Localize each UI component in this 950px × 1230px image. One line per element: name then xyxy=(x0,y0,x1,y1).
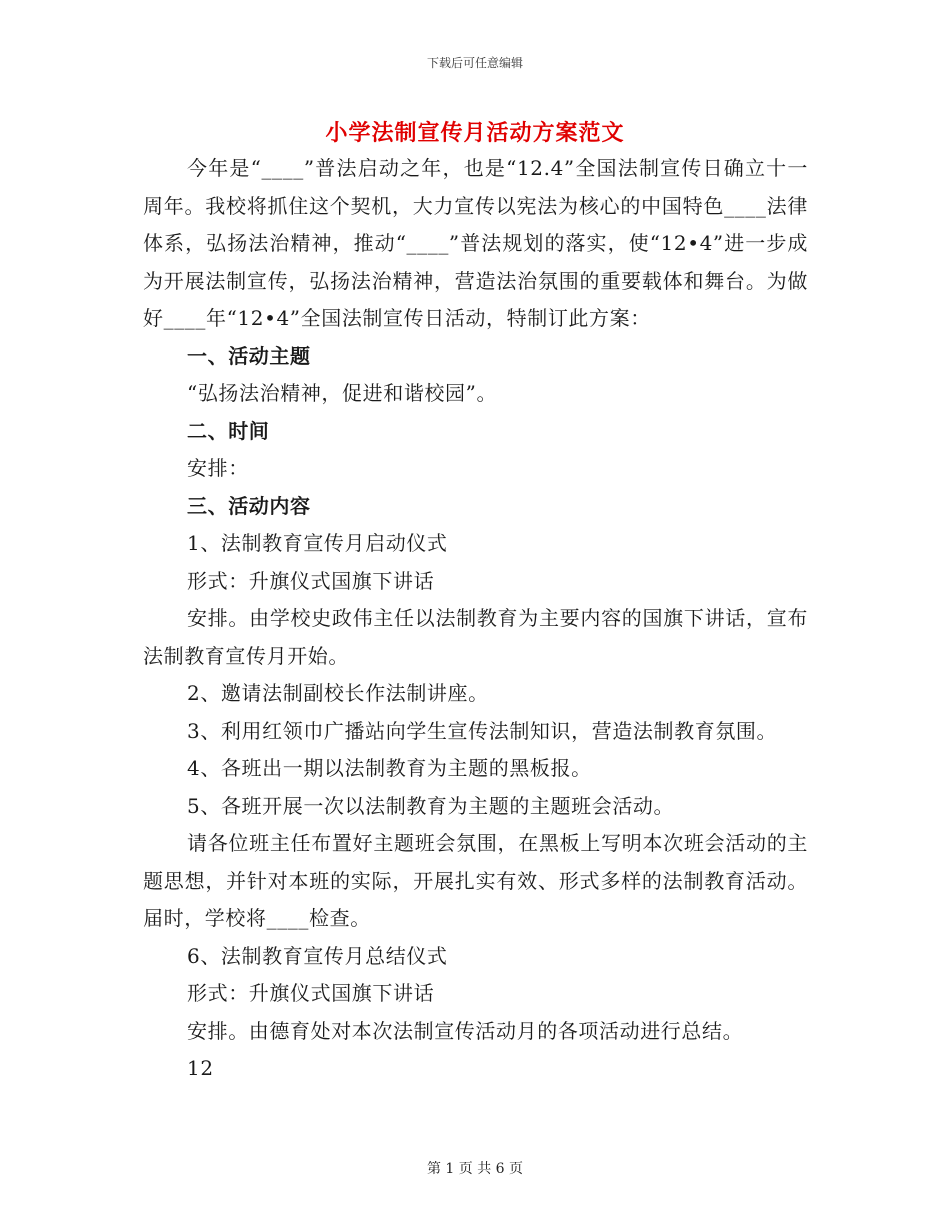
section-heading-time: 二、时间 xyxy=(187,418,270,443)
header-note: 下载后可任意编辑 xyxy=(426,56,523,70)
document-body xyxy=(143,150,808,1088)
list-item-4: 4、各班出一期以法制教育为主题的黑板报。 xyxy=(187,756,592,780)
list-item-6-form: 形式：升旗仪式国旗下讲话 xyxy=(187,981,435,1005)
list-item-3: 3、利用红领巾广播站向学生宣传法制知识，营造法制教育氛围。 xyxy=(187,718,778,743)
time-arrangement: 安排： xyxy=(187,456,249,480)
list-item-5-detail: 请各位班主任布置好主题班会氛围，在黑板上写明本次班会活动的主题思想，并针对本班的实际，开展扎实有效、形式多样的法制教育活动。届时，学校将____检查。 xyxy=(143,831,808,930)
trailing-text: 12 xyxy=(187,1056,214,1080)
list-item-1-form: 形式：升旗仪式国旗下讲话 xyxy=(187,568,435,593)
page-footer: 第 1 页 共 6 页 xyxy=(426,1161,524,1177)
section-heading-content: 三、活动内容 xyxy=(187,493,311,518)
list-item-6-arrangement: 安排。由德育处对本次法制宣传活动月的各项活动进行总结。 xyxy=(187,1018,744,1043)
list-item-1-arrangement: 安排。由学校史政伟主任以法制教育为主要内容的国旗下讲话，宣布法制教育宣传月开始。 xyxy=(143,606,808,668)
list-item-2: 2、邀请法制副校长作法制讲座。 xyxy=(187,681,489,705)
list-item-5: 5、各班开展一次以法制教育为主题的主题班会活动。 xyxy=(187,793,675,818)
document-title: 小学法制宣传月活动方案范文 xyxy=(325,121,625,146)
list-item-6: 6、法制教育宣传月总结仪式 xyxy=(187,943,448,968)
section-heading-theme: 一、活动主题 xyxy=(187,343,311,368)
intro-paragraph: 今年是“____”普法启动之年，也是“12.4”全国法制宣传日确立十一周年。我校将抓住这个契机，大力宣传以宪法为核心的中国特色____法律体系，弘扬法治精神，推动“____”普法规划的落实，使“12•4”进一步成为开展法制宣传，弘扬法治精神，营造法治氛围的重要载体和舞台。为做好____年“12•4”全国法制宣传日活动，特制订此方案： xyxy=(143,156,808,330)
list-item-1: 1、法制教育宣传月启动仪式 xyxy=(187,531,448,555)
theme-text: “弘扬法治精神，促进和谐校园”。 xyxy=(187,381,498,405)
